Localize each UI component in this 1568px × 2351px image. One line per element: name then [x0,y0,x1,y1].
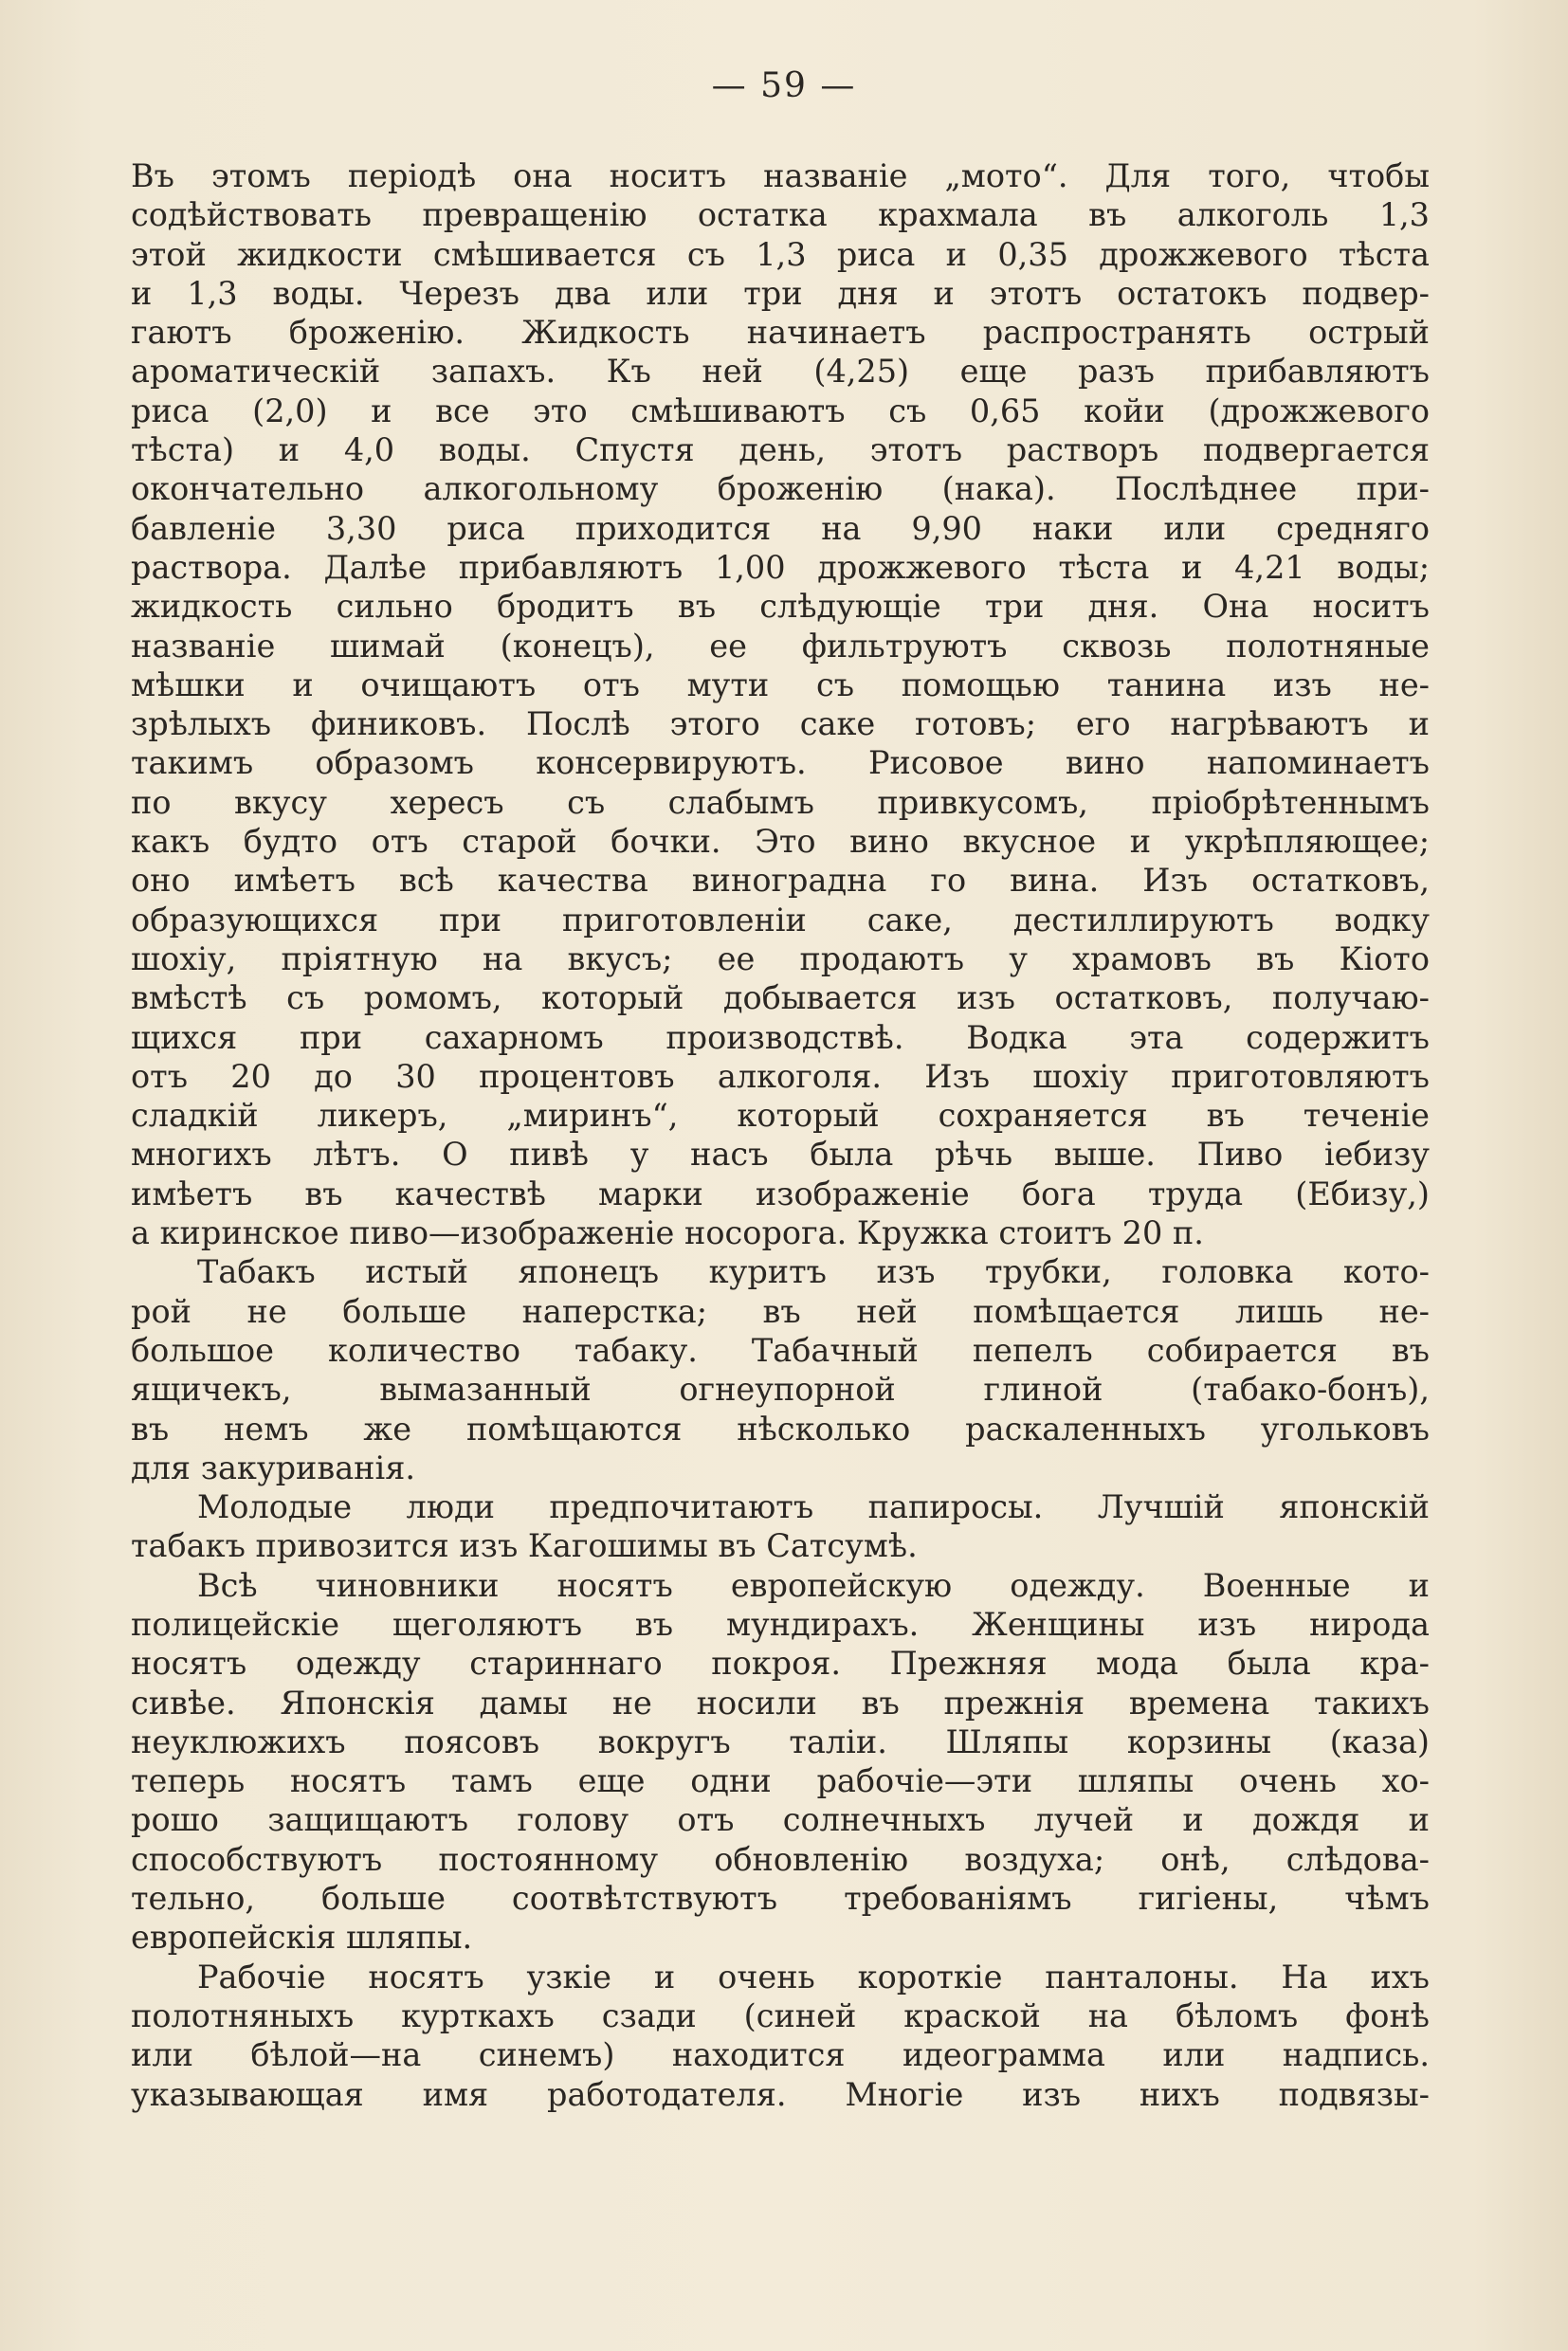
text-line: Рабочіе носятъ узкіе и очень короткіе панталоны. На ихъ [197,1958,1430,1996]
text-line: имѣетъ въ качествѣ марки изображеніе бога труда (Ебизу,) [131,1175,1430,1212]
text-line: носятъ одежду стариннаго покроя. Прежняя мода была кра- [131,1645,1430,1683]
text-line: какъ будто отъ старой бочки. Это вино вкусное и укрѣпляющее; [131,823,1430,861]
text-line: названіе шимай (конецъ), ее фильтруютъ сквозь полотняные [131,627,1430,665]
text-line: образующихся при приготовленіи саке, дестиллируютъ водку [131,901,1430,939]
text-line: полицейскіе щеголяютъ въ мундирахъ. Женщины изъ нирода [131,1605,1430,1643]
text-line: окончательно алкогольному броженію (нака). Послѣднее при- [131,470,1430,508]
text-line: ящичекъ, вымазанный огнеупорной глиной (табако-бонъ), [131,1371,1430,1409]
paragraph [131,1487,1430,1566]
paragraph [131,1252,1430,1487]
paragraph [131,1958,1430,2114]
text-line: и 1,3 воды. Черезъ два или три дня и этотъ остатокъ подвер- [131,274,1430,312]
text-line: а киринское пиво—изображеніе носорога. Кружка стоитъ 20 п. [131,1214,1204,1252]
text-line: способствуютъ постоянному обновленію воздуха; онѣ, слѣдова- [131,1840,1430,1878]
text-line: Въ этомъ періодѣ она носитъ названіе „мото“. Для того, чтобы [131,157,1430,194]
text-line: рошо защищаютъ голову отъ солнечныхъ лучей и дождя и [131,1801,1430,1839]
text-line: по вкусу хересъ съ слабымъ привкусомъ, пріобрѣтеннымъ [131,783,1430,821]
text-line: Молодые люди предпочитаютъ папиросы. Лучшій японскій [197,1488,1430,1526]
text-line: гаютъ броженію. Жидкость начинаетъ распространять острый [131,314,1430,352]
text-line: мѣшки и очищаютъ отъ мути съ помощью танина изъ не- [131,665,1430,703]
text-line: вмѣстѣ съ ромомъ, который добывается изъ остатковъ, получаю- [131,979,1430,1017]
text-line: шохіу, пріятную на вкусъ; ее продаютъ у храмовъ въ Кіото [131,939,1430,977]
text-line: табакъ привозится изъ Кагошимы въ Сатсумѣ. [131,1527,918,1565]
text-line: тельно, больше соотвѣтствуютъ требованіямъ гигіены, чѣмъ [131,1880,1430,1918]
text-line: ароматическій запахъ. Къ ней (4,25) еще разъ прибавляютъ [131,353,1430,391]
text-line: этой жидкости смѣшивается съ 1,3 риса и 0,35 дрожжевого тѣста [131,235,1430,273]
paragraph [131,156,1430,1252]
text-line: неуклюжихъ поясовъ вокругъ таліи. Шляпы корзины (каза) [131,1722,1430,1760]
text-line: тѣста) и 4,0 воды. Спустя день, этотъ растворъ подвергается [131,431,1430,469]
text-line: сладкій ликеръ, „миринъ“, который сохраняется въ теченіе [131,1097,1430,1135]
text-line: теперь носятъ тамъ еще одни рабочіе—эти шляпы очень хо- [131,1762,1430,1800]
text-line: жидкость сильно бродитъ въ слѣдующіе три дня. Она носитъ [131,588,1430,626]
text-line: или бѣлой—на синемъ) находится идеограмма или надпись. [131,2036,1430,2074]
paragraph [131,1566,1430,1958]
text-line: европейскія шляпы. [131,1919,473,1957]
text-line: раствора. Далѣе прибавляютъ 1,00 дрожжевого тѣста и 4,21 воды; [131,548,1430,586]
text-line: Всѣ чиновники носятъ европейскую одежду. Военные и [197,1566,1430,1604]
text-line: рой не больше наперстка; въ ней помѣщается лишь не- [131,1292,1430,1330]
text-line: сивѣе. Японскія дамы не носили въ прежнія времена такихъ [131,1684,1430,1722]
text-line: риса (2,0) и все это смѣшиваютъ съ 0,65 койи (дрожжевого [131,392,1430,429]
text-line: въ немъ же помѣщаются нѣсколько раскаленныхъ угольковъ [131,1410,1430,1448]
text-line: указывающая имя работодателя. Многіе изъ нихъ подвязы- [131,2075,1430,2113]
text-line: оно имѣетъ всѣ качества виноградна го вина. Изъ остатковъ, [131,862,1430,900]
text-line: щихся при сахарномъ производствѣ. Водка эта содержитъ [131,1018,1430,1056]
text-line: многихъ лѣтъ. О пивѣ у насъ была рѣчь выше. Пиво іебизу [131,1136,1430,1174]
text-line: Табакъ истый японецъ куритъ изъ трубки, головка кото- [197,1253,1430,1291]
text-line: содѣйствовать превращенію остатка крахмала въ алкоголь 1,3 [131,196,1430,234]
body-text [131,156,1430,2114]
text-line: большое количество табаку. Табачный пепелъ собирается въ [131,1331,1430,1369]
text-line: для закуриванія. [131,1449,416,1486]
text-line: зрѣлыхъ финиковъ. Послѣ этого саке готовъ; его нагрѣваютъ и [131,705,1430,743]
text-line: полотняныхъ курткахъ сзади (синей краской на бѣломъ фонѣ [131,1996,1430,2034]
text-line: такимъ образомъ консервируютъ. Рисовое вино напоминаетъ [131,744,1430,782]
text-line: отъ 20 до 30 процентовъ алкоголя. Изъ шохіу приготовляютъ [131,1057,1430,1095]
page-number: — 59 — [711,66,857,105]
text-line: бавленіе 3,30 риса приходится на 9,90 наки или средняго [131,509,1430,547]
